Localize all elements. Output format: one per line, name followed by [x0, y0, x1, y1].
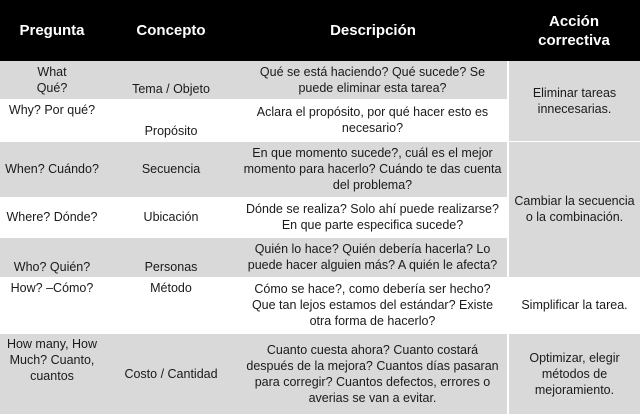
- cell-pregunta: What Qué?: [0, 61, 104, 99]
- header-accion-correctiva: Acción correctiva: [508, 0, 640, 61]
- cell-accion-correctiva: Eliminar tareas innecesarias.: [508, 61, 640, 141]
- header-descripcion: Descripción: [238, 0, 508, 61]
- cell-descripcion: Cuanto cuesta ahora? Cuanto costará después de la mejora? Cuantos días pasaran para corregir? Cuantos defectos, errores o averias se van a evitar.: [238, 333, 508, 414]
- cell-accion-correctiva: Optimizar, elegir métodos de mejoramiento.: [508, 333, 640, 414]
- cell-accion-correctiva: Simplificar la tarea.: [508, 277, 640, 333]
- cell-pregunta: How many, How Much? Cuanto, cuantos: [0, 333, 104, 414]
- cell-descripcion: Dónde se realiza? Solo ahí puede realizarse? En que parte especifica sucede?: [238, 197, 508, 237]
- cell-descripcion: Qué se está haciendo? Qué sucede? Se puede eliminar esta tarea?: [238, 61, 508, 99]
- cell-pregunta: Why? Por qué?: [0, 99, 104, 141]
- cell-descripcion: Quién lo hace? Quién debería hacerla? Lo puede hacer alguien más? A quién le afecta?: [238, 237, 508, 277]
- table-row: [0, 277, 640, 333]
- table-row: [0, 61, 640, 99]
- table-row: [0, 333, 640, 414]
- cell-pregunta: Who? Quién?: [0, 237, 104, 277]
- cell-pregunta: Where? Dónde?: [0, 197, 104, 237]
- header-pregunta: Pregunta: [0, 0, 104, 61]
- cell-concepto: Ubicación: [104, 197, 238, 237]
- cell-concepto: Personas: [104, 237, 238, 277]
- cell-accion-correctiva: Cambiar la secuencia o la combinación.: [508, 141, 640, 277]
- cell-concepto: Tema / Objeto: [104, 61, 238, 99]
- cell-descripcion: Aclara el propósito, por qué hacer esto es necesario?: [238, 99, 508, 141]
- header-concepto: Concepto: [104, 0, 238, 61]
- cell-descripcion: En que momento sucede?, cuál es el mejor momento para hacerlo? Cuándo te das cuenta del problema?: [238, 141, 508, 197]
- cell-pregunta: When? Cuándo?: [0, 141, 104, 197]
- cell-concepto: Secuencia: [104, 141, 238, 197]
- cell-concepto: Método: [104, 277, 238, 333]
- table-row: [0, 141, 640, 197]
- header-row: [0, 0, 640, 61]
- cell-concepto: Costo / Cantidad: [104, 333, 238, 414]
- cell-descripcion: Cómo se hace?, como debería ser hecho? Que tan lejos estamos del estándar? Existe otra forma de hacerlo?: [238, 277, 508, 333]
- cell-pregunta: How? –Cómo?: [0, 277, 104, 333]
- cell-concepto: Propósito: [104, 99, 238, 141]
